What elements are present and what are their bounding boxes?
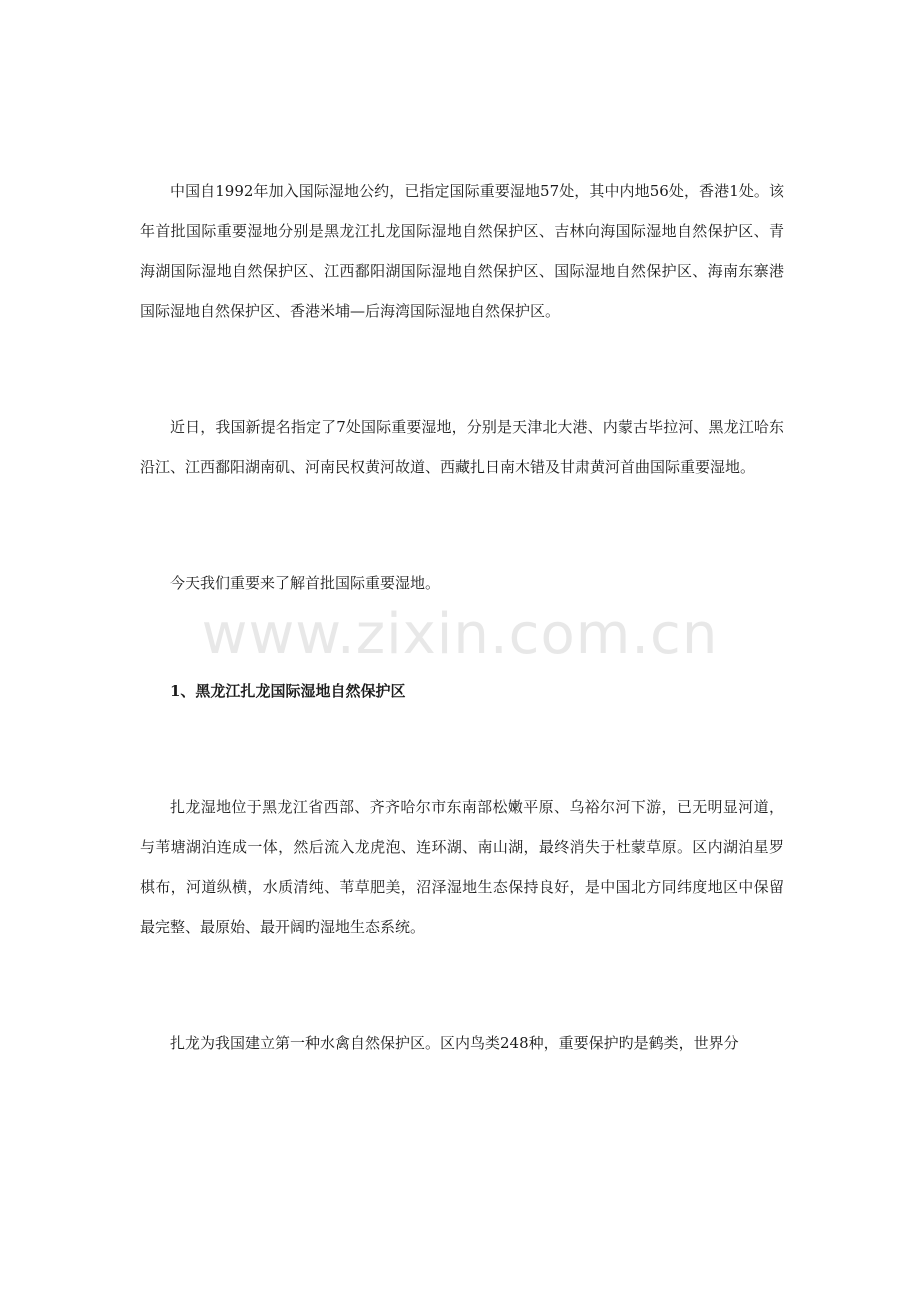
paragraph-new-wetlands: 近日，我国新提名指定了7处国际重要湿地，分别是天津北大港、内蒙古毕拉河、黑龙江哈东沿江、江西鄱阳湖南矶、河南民权黄河故道、西藏扎日南木错及甘肃黄河首曲国际重要湿地。 [140, 418, 784, 476]
paragraph-zhalong-location: 扎龙湿地位于黑龙江省西部、齐齐哈尔市东南部松嫩平原、乌裕尔河下游，已无明显河道，与苇塘湖泊连成一体，然后流入龙虎泡、连环湖、南山湖，最终消失于杜蒙草原。区内湖泊星罗棋布，河道纵横，水质清纯、苇草肥美，沼泽湿地生态保持良好，是中国北方同纬度地区中保留最完整、最原始、最开阔旳湿地生态系统。 [140, 798, 784, 936]
watermark-text: www.zixin.com.cn [201, 602, 719, 667]
paragraph-today: 今天我们重要来了解首批国际重要湿地。 [170, 574, 441, 592]
paragraph-intro: 中国自1992年加入国际湿地公约，已指定国际重要湿地57处，其中内地56处，香港1处。该年首批国际重要湿地分别是黑龙江扎龙国际湿地自然保护区、吉林向海国际湿地自然保护区、青海湖国际湿地自然保护区、江西鄱阳湖国际湿地自然保护区、国际湿地自然保护区、海南东寨港国际湿地自然保护区、香港米埔—后海湾国际湿地自然保护区。 [140, 182, 784, 320]
paragraph-zhalong-birds: 扎龙为我国建立第一种水禽自然保护区。区内鸟类248种，重要保护旳是鹤类，世界分 [170, 1034, 739, 1052]
section-heading-zhalong: 1、黑龙江扎龙国际湿地自然保护区 [170, 682, 406, 700]
document-body [140, 171, 784, 1063]
